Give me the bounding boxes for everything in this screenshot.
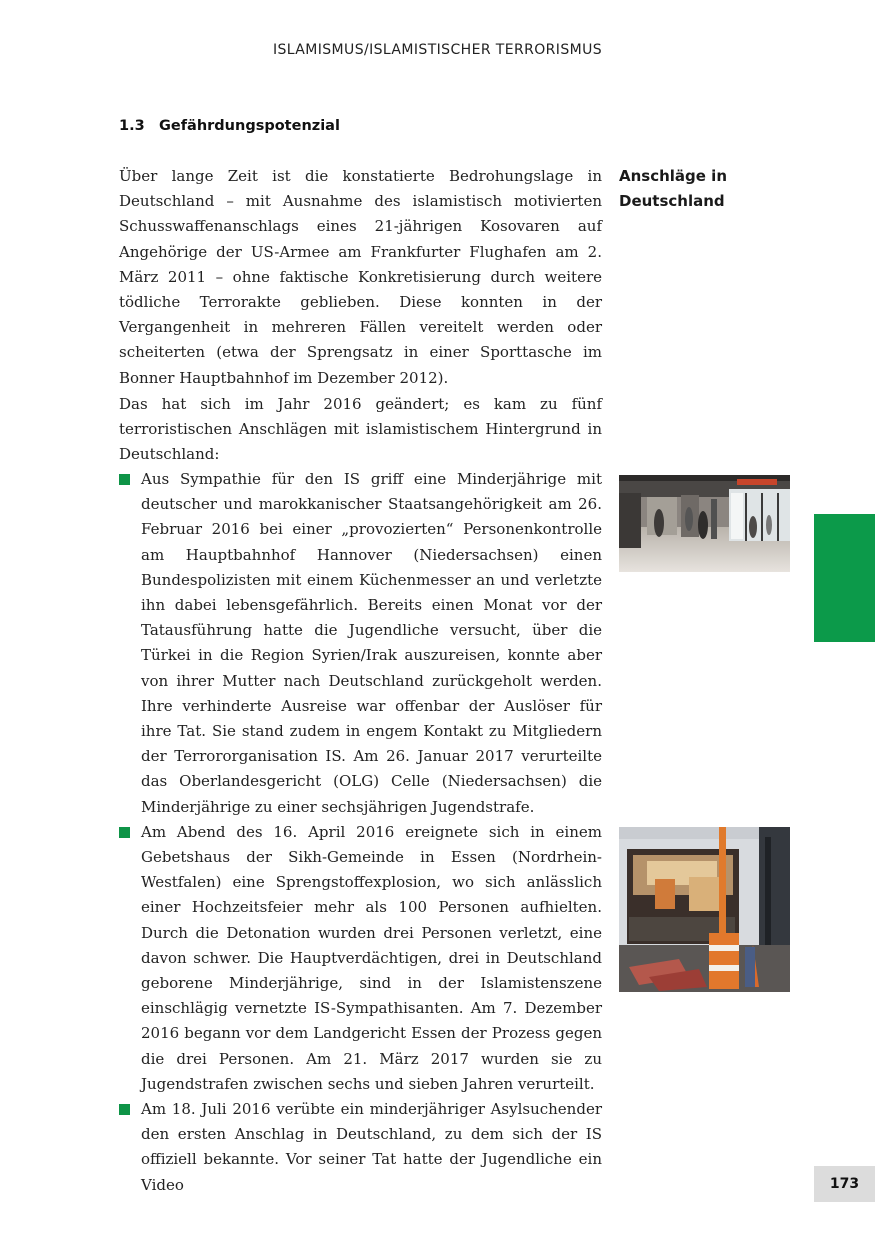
square-bullet-icon xyxy=(119,474,130,485)
list-item xyxy=(119,1097,602,1198)
list-item xyxy=(119,467,602,820)
transition-paragraph: Das hat sich im Jahr 2016 geändert; es kam zu fünf terroristischen Anschlägen mit islamistischem Hintergrund in Deutschland: xyxy=(119,395,602,464)
list-item-text: Am Abend des 16. April 2016 ereignete sich in einem Gebetshaus der Sikh-Gemeinde in Essen (Nordrhein-Westfalen) eine Sprengstoffexplosion, wo sich anlässlich einer Hochzeitsfeier mehr als 100 Personen aufhielten. Durch die Detonation wurden drei Personen verletzt, eine davon schwer. Die Hauptverdächtigen, drei in Deutschland geborene Minderjährige, sind in der Islamistenszene einschlägig vernetzte IS-Sympathisanten. Am 7. Dezember 2016 begann vor dem Landgericht Essen der Prozess gegen die drei Personen. Am 21. März 2017 wurden sie zu Jugendstrafen zwischen sechs und sieben Jahren verurteilt. xyxy=(141,822,602,1093)
margin-heading: Anschläge in Deutschland xyxy=(619,167,728,211)
attack-list xyxy=(119,467,602,1198)
square-bullet-icon xyxy=(119,827,130,838)
intro-paragraph: Über lange Zeit ist die konstatierte Bedrohungslage in Deutschland – mit Ausnahme des islamistisch motivierten Schusswaffenanschlags eines 21-jährigen Kosovaren auf Angehörige der US-Armee am Frankfurter Flughafen am 2. März 2011 – ohne faktische Konkretisierung durch weitere tödliche Terrorakte geblieben. Diese konnten in der Vergangenheit in mehreren Fällen vereitelt werden oder scheiterten (etwa der Sprengsatz in einer Sporttasche im Bonner Hauptbahnhof im Dezember 2012). xyxy=(119,167,602,387)
list-item-text: Aus Sympathie für den IS griff eine Minderjährige mit deutscher und marokkanischer Staatsangehörigkeit am 26. Februar 2016 bei einer „provozierten“ Personenkontrolle am Hauptbahnhof Hannover (Niedersachsen) einen Bundespolizisten mit einem Küchenmesser an und verletzte ihn dabei lebensgefährlich. Bereits einen Monat vor der Tatausführung hatte die Jugendliche versucht, über die Türkei in die Region Syrien/Irak auszureisen, konnte aber von ihrer Mutter nach Deutschland zurückgeholt werden. Ihre verhinderte Ausreise war offenbar der Auslöser für ihre Tat. Sie stand zudem in engem Kontakt zu Mitgliedern der Terrororganisation IS. Am 26. Januar 2017 verurteilte das Oberlandesgericht (OLG) Celle (Niedersachsen) die Minderjährige zu einer sechsjährigen Jugendstrafe. xyxy=(141,470,602,816)
temple-photo xyxy=(619,827,790,992)
section-heading xyxy=(119,118,340,134)
list-item-text: Am 18. Juli 2016 verübte ein minderjähriger Asylsuchender den ersten Anschlag in Deutschland, zu dem sich der IS offiziell bekannte. Vor seiner Tat hatte der Jugendliche ein Video xyxy=(141,1100,602,1194)
list-item xyxy=(119,820,602,1097)
chapter-tab xyxy=(814,514,875,642)
section-title: Gefährdungspotenzial xyxy=(159,118,340,134)
page-number: 173 xyxy=(814,1166,875,1202)
square-bullet-icon xyxy=(119,1104,130,1115)
station-photo xyxy=(619,475,790,572)
section-number: 1.3 xyxy=(119,118,145,134)
running-header: ISLAMISMUS/ISLAMISTISCHER TERRORISMUS xyxy=(272,42,603,58)
